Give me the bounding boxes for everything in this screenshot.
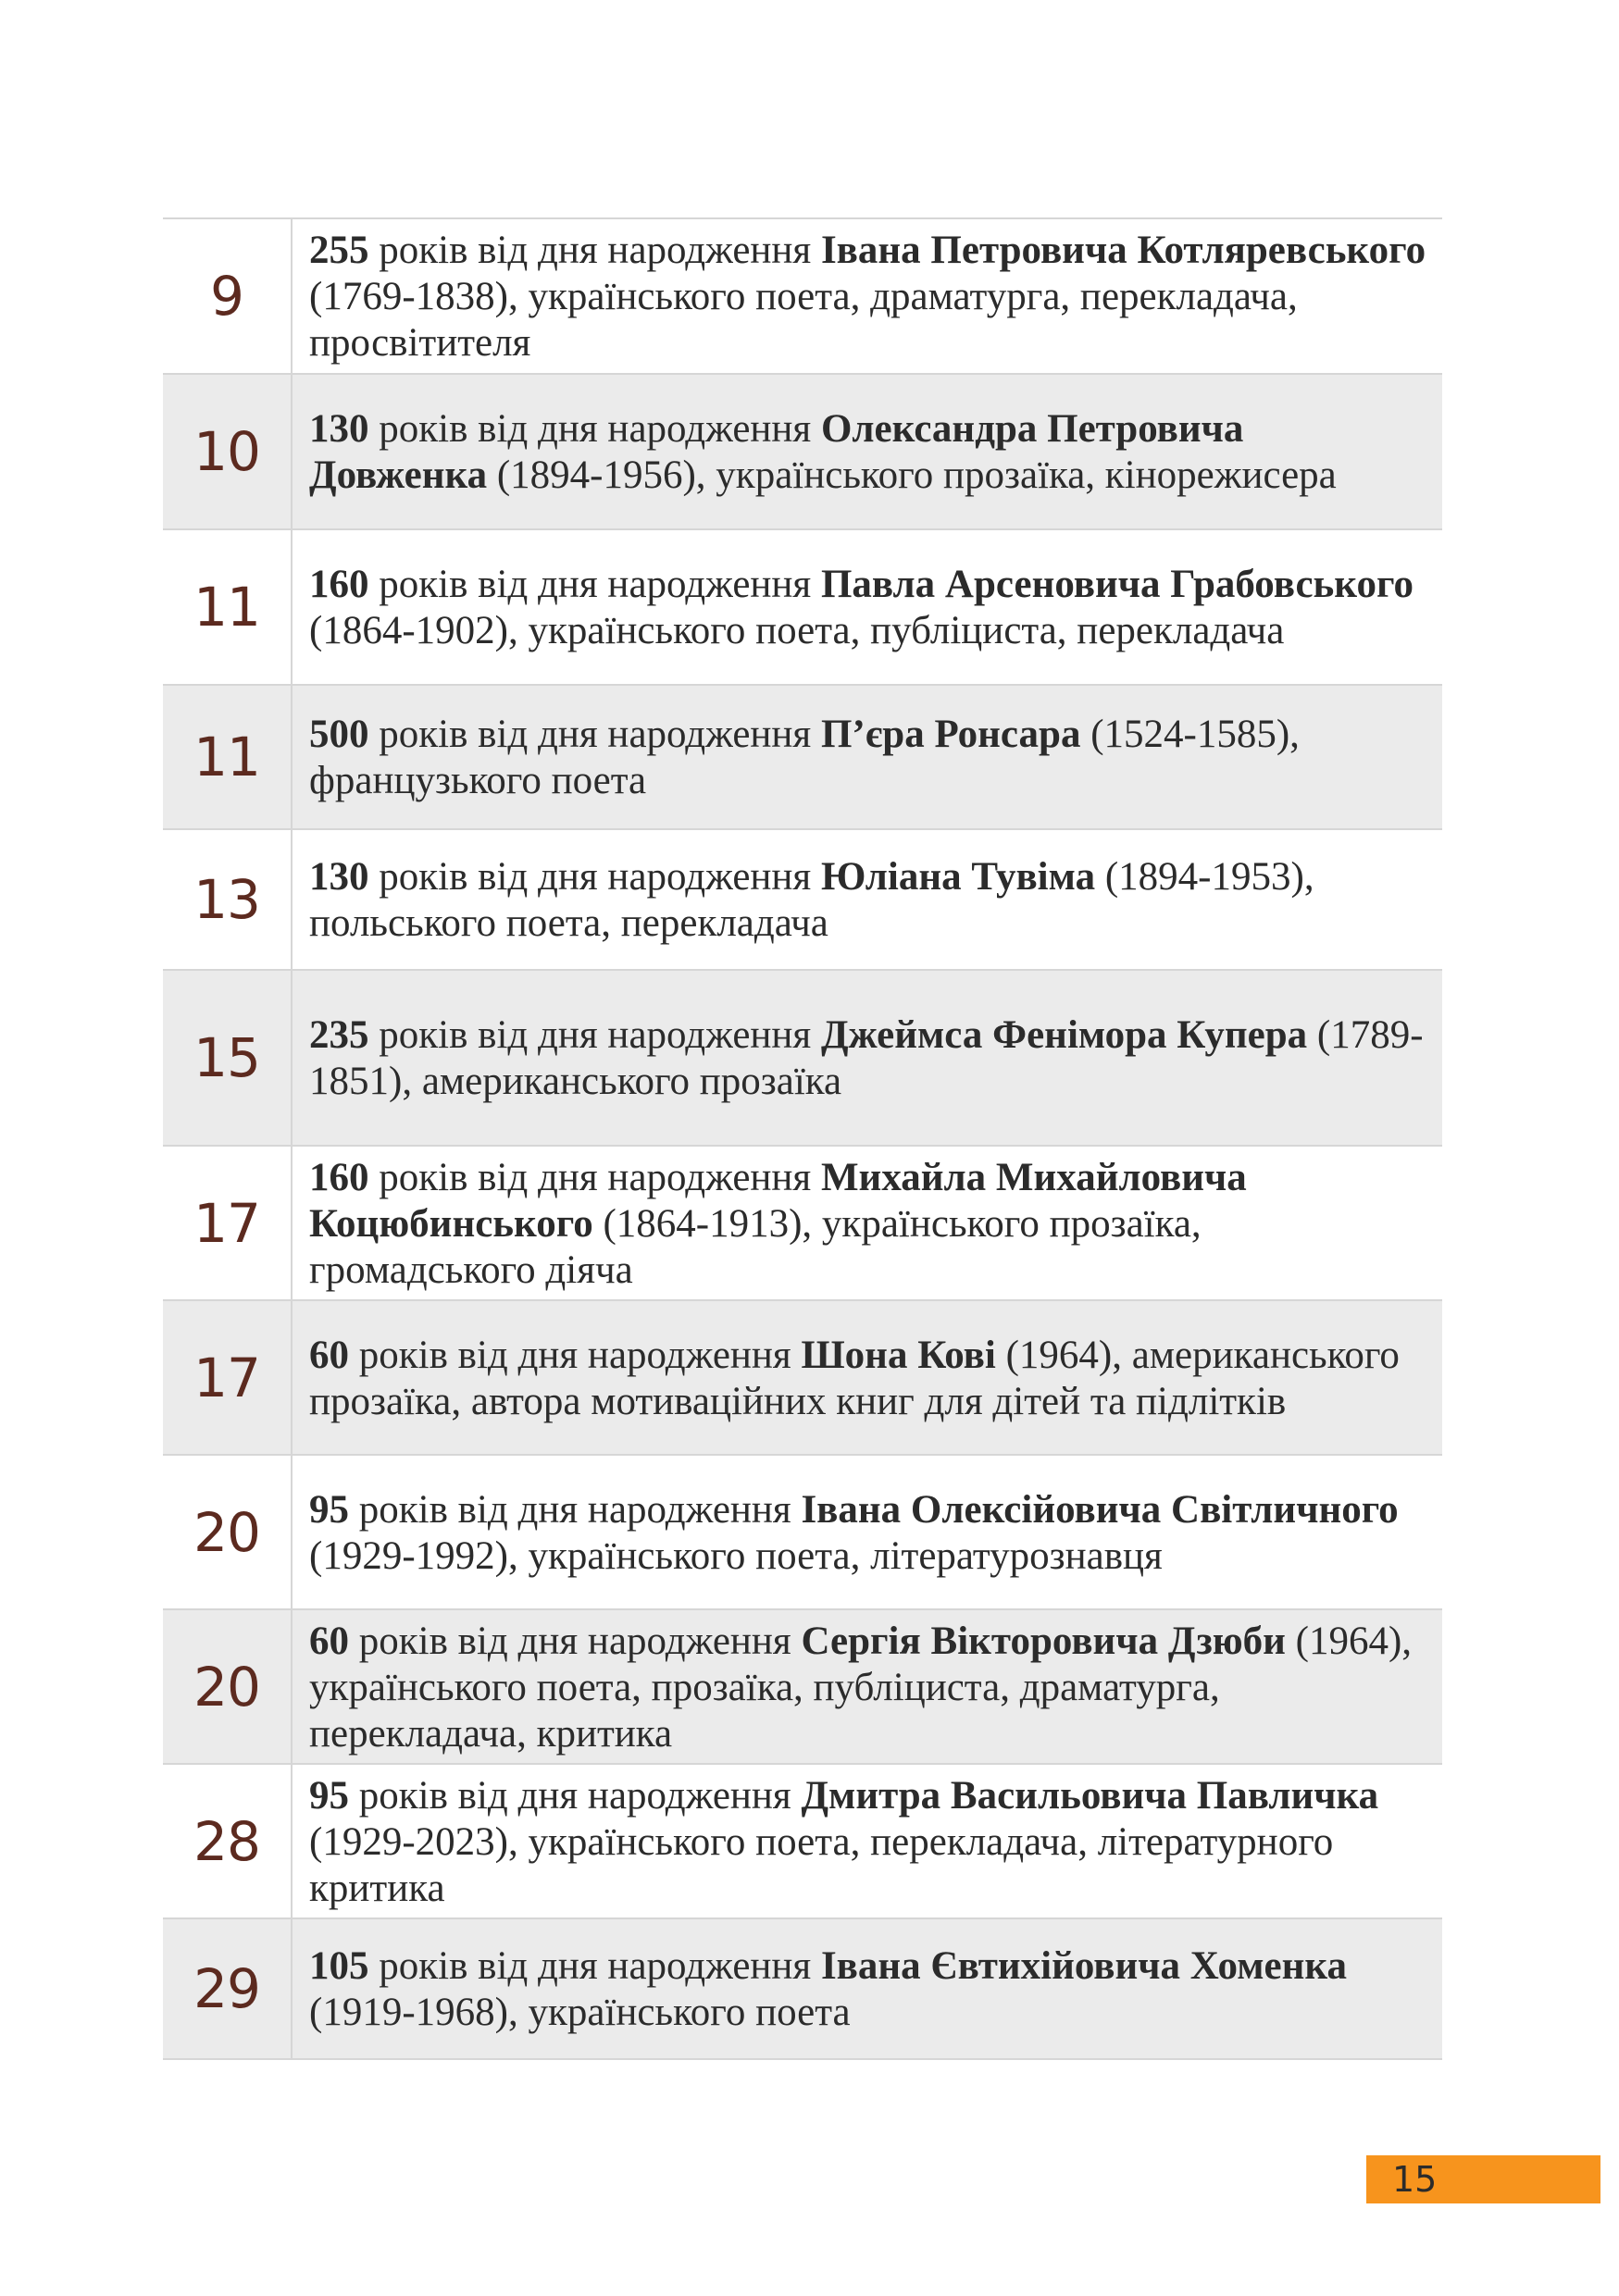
years-count: 500 [309,713,369,756]
entry-text: 255 років від дня народження Івана Петровича Котляревського (1769-1838), українського поета, драматурга, перекладача, просвітителя [292,218,1442,374]
person-name: Сергія Вікторовича Дзюби [801,1619,1286,1663]
table-row [163,685,1442,829]
years-count: 160 [309,1155,369,1199]
entry-text: 160 років від дня народження Михайла Михайловича Коцюбинського (1864-1913), українського прозаїка, громадського діяча [292,1146,1442,1300]
table-row [163,1300,1442,1455]
person-name: Михайла Михайловича Коцюбинського [309,1155,1247,1246]
years-count: 105 [309,1944,369,1988]
day-number: 17 [163,1300,292,1455]
day-number: 20 [163,1609,292,1764]
anniversary-table [163,217,1442,2060]
entry-text: 130 років від дня народження Юліана Тувіма (1894-1953), польського поета, перекладача [292,829,1442,970]
table-row [163,1455,1442,1609]
years-count: 60 [309,1333,349,1377]
person-name: Івана Петровича Котляревського [820,229,1426,272]
table-row [163,970,1442,1146]
person-name: Олександра Петровича Довженка [309,407,1244,497]
person-name: Івана Олексійовича Світличного [801,1487,1399,1532]
day-number: 17 [163,1146,292,1300]
years-count: 130 [309,407,369,451]
years-count: 130 [309,855,369,899]
day-number: 20 [163,1455,292,1609]
day-number: 15 [163,970,292,1146]
person-name: Юліана Тувіма [820,855,1096,899]
entry-text: 95 років від дня народження Дмитра Васильовича Павличка (1929-2023), українського поета, перекладача, літературного критика [292,1764,1442,1918]
day-number: 13 [163,829,292,970]
entry-text: 60 років від дня народження Сергія Вікторовича Дзюби (1964), українського поета, прозаїка, публіциста, драматурга, перекладача, критика [292,1609,1442,1764]
table-row [163,374,1442,529]
day-number: 29 [163,1918,292,2059]
day-number: 11 [163,529,292,685]
entry-text: 130 років від дня народження Олександра Петровича Довженка (1894-1956), українського прозаїка, кінорежисера [292,374,1442,529]
day-number: 9 [163,218,292,374]
entry-text: 500 років від дня народження П’єра Ронсара (1524-1585), французького поета [292,685,1442,829]
table-row [163,1764,1442,1918]
person-name: Дмитра Васильовича Павличка [801,1773,1379,1818]
person-name: Івана Євтихійовича Хоменка [820,1944,1347,1988]
table-row [163,829,1442,970]
years-count: 60 [309,1619,349,1663]
years-count: 235 [309,1013,369,1057]
table-row [163,529,1442,685]
person-name: П’єра Ронсара [820,713,1081,756]
table-row [163,1609,1442,1764]
person-name: Павла Арсеновича Грабовського [820,563,1414,606]
day-number: 11 [163,685,292,829]
entry-text: 160 років від дня народження Павла Арсеновича Грабовського (1864-1902), українського поета, публіциста, перекладача [292,529,1442,685]
years-count: 95 [309,1773,349,1818]
page-number-tab: 15 [1366,2155,1600,2203]
day-number: 28 [163,1764,292,1918]
entry-text: 105 років від дня народження Івана Євтихійовича Хоменка (1919-1968), українського поета [292,1918,1442,2059]
day-number: 10 [163,374,292,529]
table-row [163,1918,1442,2059]
years-count: 255 [309,229,369,272]
table-row [163,218,1442,374]
person-name: Шона Кові [801,1333,996,1377]
table-row [163,1146,1442,1300]
years-count: 95 [309,1487,349,1532]
entry-text: 95 років від дня народження Івана Олексійовича Світличного (1929-1992), українського поета, літературознавця [292,1455,1442,1609]
years-count: 160 [309,563,369,606]
entry-text: 235 років від дня народження Джеймса Фенімора Купера (1789-1851), американського прозаїка [292,970,1442,1146]
person-name: Джеймса Фенімора Купера [820,1013,1308,1057]
entry-text: 60 років від дня народження Шона Кові (1964), американського прозаїка, автора мотиваційних книг для дітей та підлітків [292,1300,1442,1455]
